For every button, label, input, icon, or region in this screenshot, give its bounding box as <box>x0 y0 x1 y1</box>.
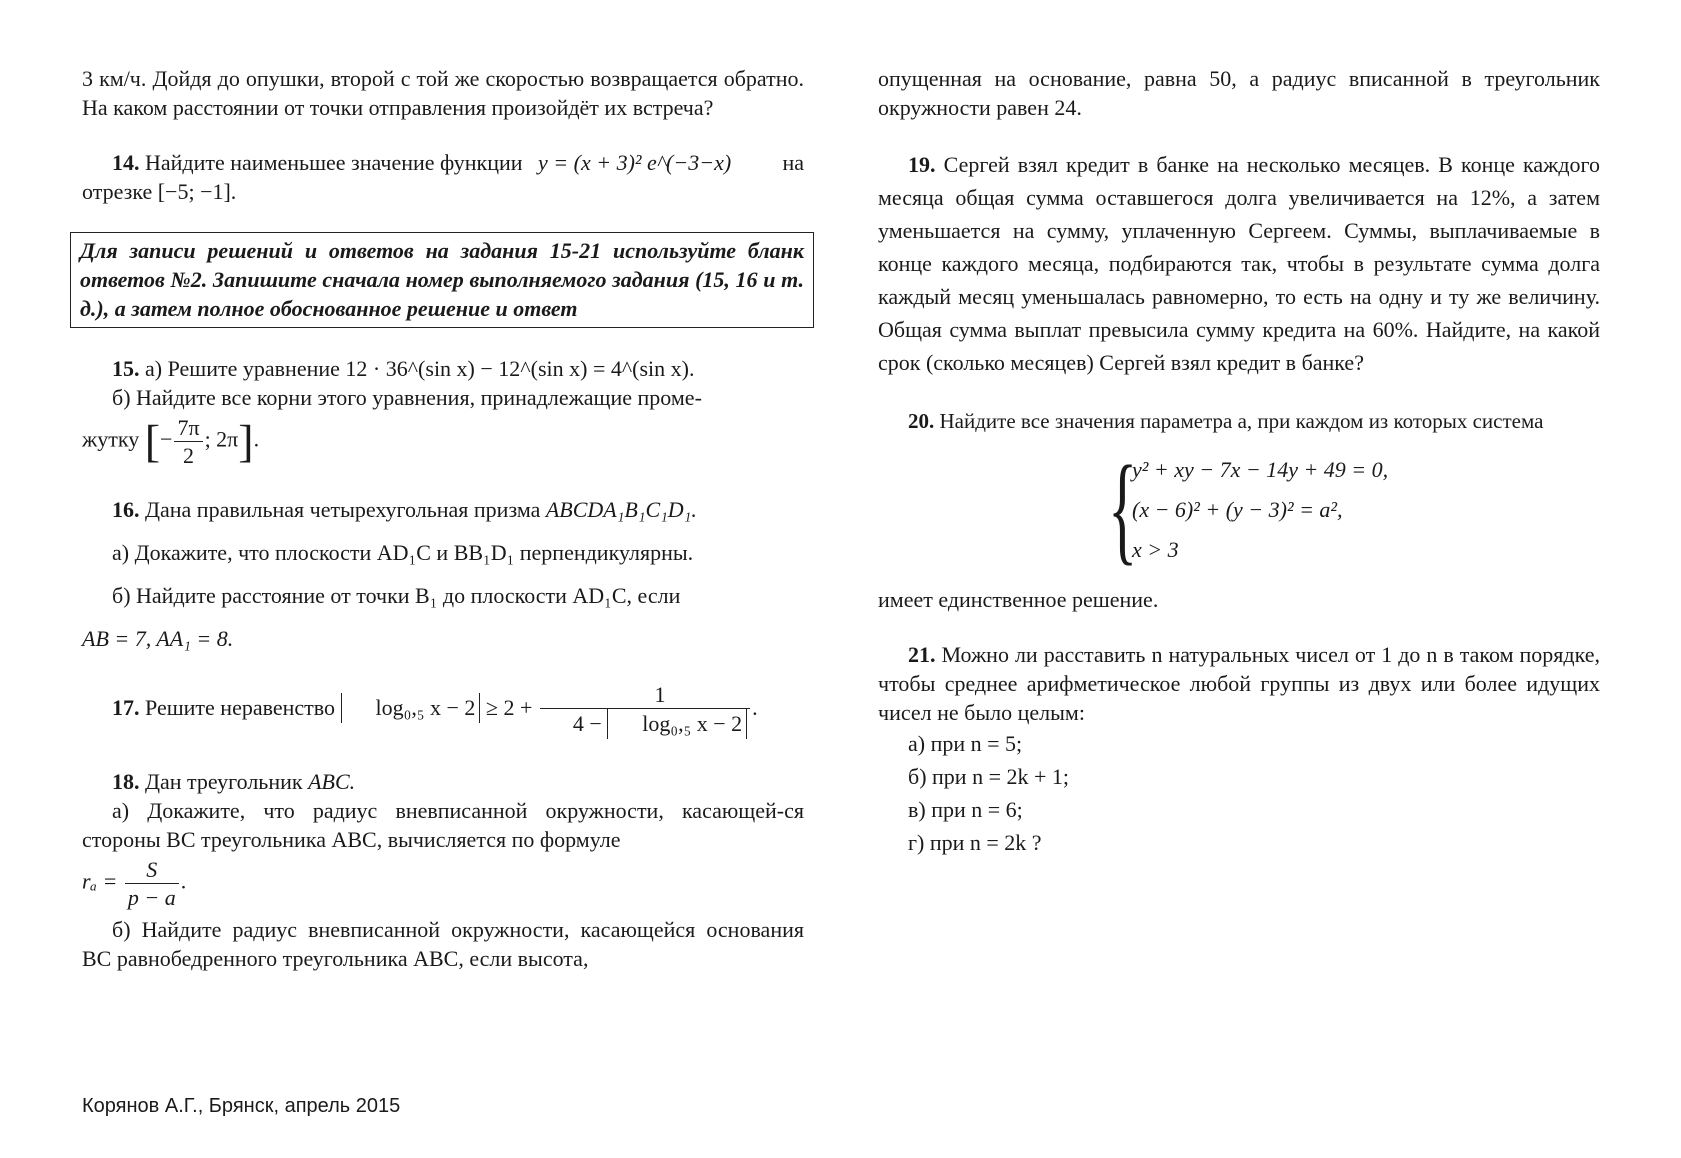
problem-21b: б) при n = 2k + 1; <box>908 764 1069 789</box>
problem-21a: а) при n = 5; <box>908 731 1023 756</box>
problem-20-tail: имеет единственное решение. <box>878 587 1159 612</box>
problem-19: 19. Сергей взял кредит в банке на несколько месяцев. В конце каждого месяца общая сумма оставшегося долга увеличивается на 12%, а затем уменьшается на сумму, уплаченную Сергеем. Суммы, выплачиваемые в конце каждого месяца, подбираются так, чтобы в результате сумма долга каждый месяц уменьшалась равномерно, то есть на одну и ту же величину. Общая сумма выплат превысила сумму кредита на 60%. Найдите, на какой срок (сколько месяцев) Сергей взял кредит в банке? <box>878 152 1601 375</box>
problem-15-interval: жутку [− $\frac{7\pi}{2}$ ; 2π]. <box>82 415 260 468</box>
problem-18-tail: опущенная на основание, равна 50, а радиус вписанной в треугольник окружности равен 24. <box>878 66 1600 120</box>
system-eq-1: y² + xy − 7x − 14y + 49 = 0, <box>1132 457 1389 482</box>
problem-18: 18. Дан треугольник ABC. <box>112 769 356 794</box>
system-eq-2: (x − 6)² + (y − 3)² = a², <box>1132 497 1343 522</box>
interval-fraction: $\frac{7\pi}{2}$ <box>174 414 202 469</box>
problem-14-formula: y = (x + 3)² e^(−3−x) <box>538 150 732 175</box>
problem-16b: б) Найдите расстояние от точки B₁ до плоскости AD₁C, если <box>112 583 681 608</box>
page-footer: Корянов А.Г., Брянск, апрель 2015 <box>82 1095 401 1117</box>
problem-16a: а) Докажите, что плоскости AD₁C и BB₁D₁ перпендикулярны. <box>112 540 694 565</box>
equation-system <box>1108 441 1600 576</box>
problem-13-tail: 3 км/ч. Дойдя до опушки, второй с той же скоростью возвращается обратно. На каком расстоянии от точки отправления произойдёт их встреча? <box>82 66 804 120</box>
problem-21d: г) при n = 2k ? <box>908 830 1042 855</box>
problem-18b: б) Найдите радиус вневписанной окружности, касающейся основания BC равнобедренного треугольника ABC, если высота, <box>82 917 804 971</box>
problem-15b: б) Найдите все корни этого уравнения, принадлежащие проме- <box>112 385 702 410</box>
inequality-fraction: $\frac{1}{\text{4 − log₀,₅ x − 2}}$ <box>540 681 750 739</box>
right-column <box>878 64 1600 859</box>
problem-17: 17. Решите неравенство log₀,₅ x − 2 ≥ 2 + $\frac{1}{\text{4 − log₀,₅ x − 2}}$ . <box>82 681 804 739</box>
instructions-box: Для записи решений и ответов на задания 15-21 используйте бланк ответов №2. Запишите сначала номер выполняемого задания (15, 16 и т. д.), а затем полное обоснованное решение и ответ <box>70 232 814 328</box>
problem-14-interval: отрезке [−5; −1]. <box>82 179 237 204</box>
problem-21c: в) при n = 6; <box>908 797 1023 822</box>
left-column <box>82 64 804 973</box>
problem-18-formula: rₐ = $\frac{S}{p - a}$ . <box>82 857 187 910</box>
problem-18a: а) Докажите, что радиус вневписанной окружности, касающей-ся стороны BC треугольника ABC, вычисляется по формуле <box>82 798 804 852</box>
radius-fraction: $\frac{S}{p - a}$ <box>125 856 179 911</box>
problem-16: 16. Дана правильная четырехугольная призма ABCDA₁B₁C₁D₁. <box>112 497 697 522</box>
problem-15-formula: 12 · 36^(sin x) − 12^(sin x) = 4^(sin x). <box>345 356 695 381</box>
problem-14: 14. Найдите наименьшее значение функции y = (x + 3)² e^(−3−x) на <box>112 150 804 175</box>
problem-16-values: AB = 7, AA₁ = 8. <box>82 626 234 651</box>
problem-15a: 15. а) Решите уравнение 12 · 36^(sin x) − 12^(sin x) = 4^(sin x). <box>112 356 695 381</box>
problem-20: 20. Найдите все значения параметра a, при каждом из которых система <box>908 409 1544 433</box>
system-brace: { <box>1108 441 1138 576</box>
problem-21: 21. Можно ли расставить n натуральных чисел от 1 до n в таком порядке, чтобы среднее арифметическое любой группы из двух или более идущих чисел не было целым: <box>878 642 1600 725</box>
system-eq-3: x > 3 <box>1132 537 1179 562</box>
